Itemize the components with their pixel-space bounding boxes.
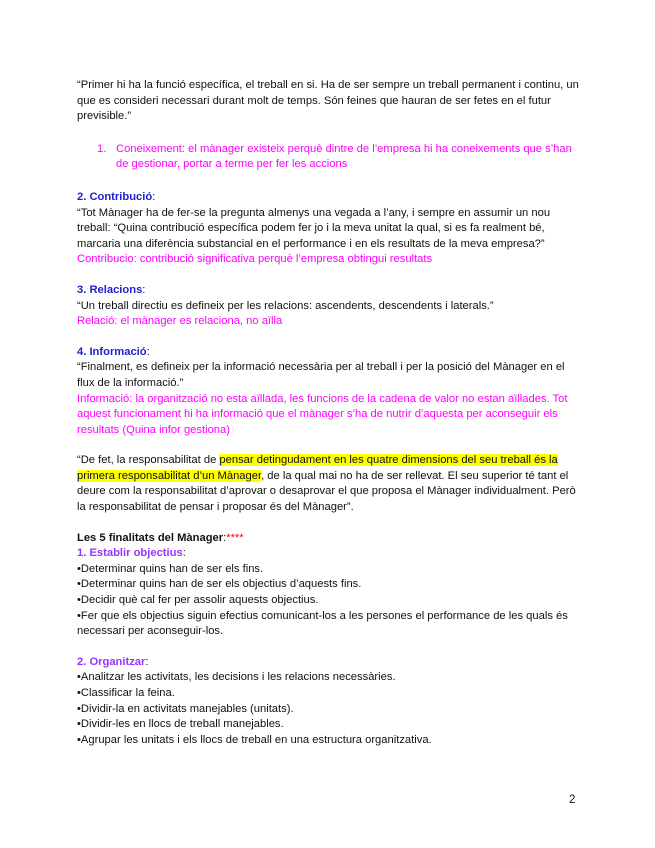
numbered-note-knowledge <box>77 142 582 173</box>
list-item: • Determinar quins han de ser els objectius d’aquests fins. <box>77 577 582 593</box>
list-number: 1. <box>97 142 107 155</box>
section-contribucio-note: Contribucio: contribució significativa perquè l’empresa obtingui resultats <box>77 253 433 266</box>
section-relacions-heading: 3. Relacions: <box>77 283 146 296</box>
list-item: • Dividir-la en activitats manejables (unitats). <box>77 702 582 718</box>
section-informacio-quote: “Finalment, es defineix per la informació necessària per al treball i per la posició del Mànager en el flux de la informació.” <box>77 361 565 389</box>
list-item: • Analitzar les activitats, les decisions i les relacions necessàries. <box>77 670 582 686</box>
document-page <box>77 78 582 748</box>
intro-quote: “Primer hi ha la funció específica, el treball en si. Ha de ser sempre un treball permanent i continu, un que es consideri necessari durant molt de temps. Són feines que hauran de ser fetes en el futur previsible.” <box>77 79 579 123</box>
section-informacio-heading: 4. Informació: <box>77 345 150 358</box>
list-item: • Agrupar les unitats i els llocs de treball en una estructura organitzativa. <box>77 733 582 749</box>
section-informacio-note: Informació: la organització no esta aïllada, les funcions de la cadena de valor no estan aïllades. Tot aquest funcionament hi ha informació que el mànager s’ha de nutrir d’aquesta per aconseguir els resultats (Quina infor gestiona) <box>77 392 568 436</box>
objectius-heading: 1. Establir objectius: <box>77 547 186 560</box>
list-item: • Fer que els objectius siguin efectius comunicant-los a les persones el performance de les quals és necessari per aconseguir-los. <box>77 609 582 640</box>
note-knowledge-text: Coneixement: el mànager existeix perquè dintre de l’empresa hi ha coneixements que s’han de gestionar, portar a terme per fer les accions <box>116 142 572 171</box>
highlighted-text: pensar detingudament en les quatre dimensions del seu treball és la primera responsabilitat d’un Mànager <box>77 454 558 482</box>
finalitats-heading: Les 5 finalitats del Mànager:**** <box>77 531 244 544</box>
page-number: 2 <box>569 794 576 806</box>
section-contribucio-heading: 2. Contribució: <box>77 190 156 203</box>
list-item: • Dividir-les en llocs de treball manejables. <box>77 717 582 733</box>
section-contribucio-quote: “Tot Mànager ha de fer-se la pregunta almenys una vegada a l’any, i sempre en assumir un nou treball: “Quina contribució específica podem fer jo i la meva unitat la qual, si es fa realment bé, marcaria una diferència substancial en el performance i en els resultats de la meva empresa?” <box>77 206 551 250</box>
closing-paragraph: “De fet, la responsabilitat de pensar detingudament en les quatre dimensions del seu treball és la primera responsabilitat d’un Mànager, de la qual mai no ha de ser rellevat. El seu superior té tant el deure com la responsabilitat d’aprovar o desaprovar el que proposa el Mànager individualment. Però la responsabilitat de pensar i proposar és del Mànager”. <box>77 454 576 514</box>
list-item: • Decidir què cal fer per assolir aquests objectius. <box>77 593 582 609</box>
section-relacions-note: Relació: el mànager es relaciona, no aïlla <box>77 315 283 328</box>
list-item: • Determinar quins han de ser els fins. <box>77 562 582 578</box>
organitzar-heading: 2. Organitzar: <box>77 655 149 668</box>
section-relacions-quote: “Un treball directiu es defineix per les relacions: ascendents, descendents i laterals.” <box>77 299 494 312</box>
list-item: • Classificar la feina. <box>77 686 582 702</box>
